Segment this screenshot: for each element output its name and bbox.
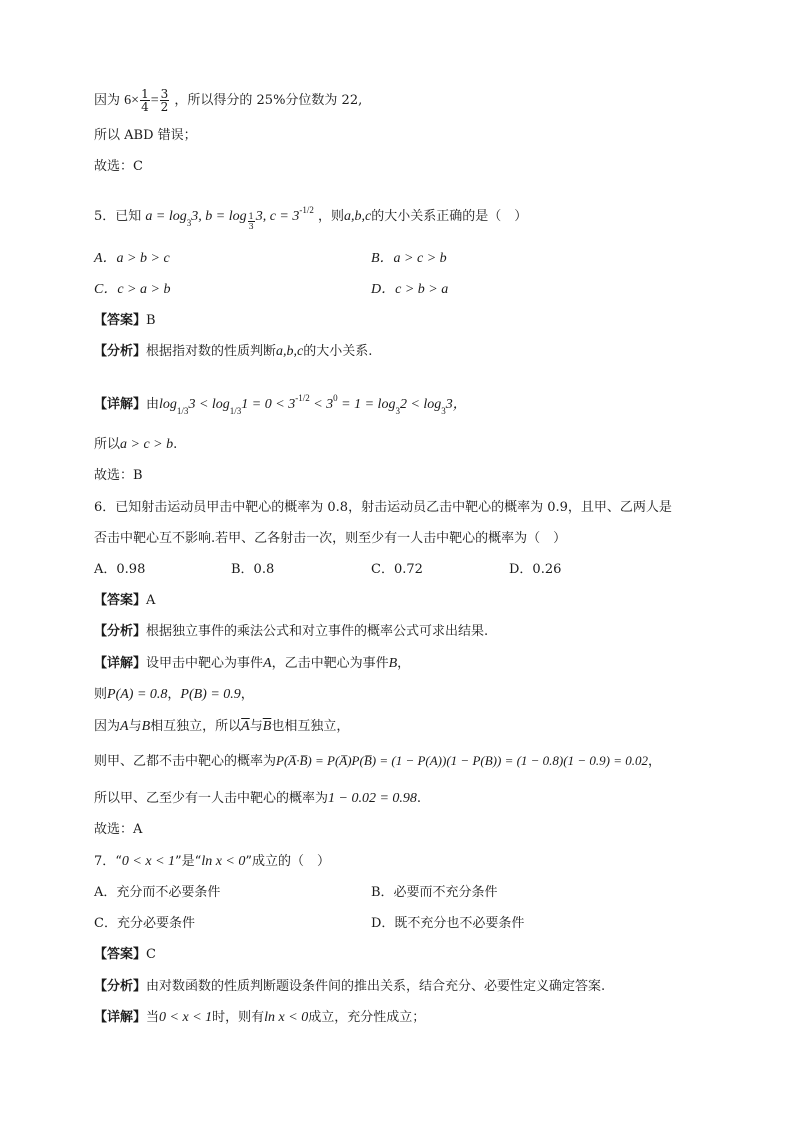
subscript: 3 — [186, 218, 192, 228]
superscript: 0 — [333, 393, 338, 403]
math: ln x < 0 — [201, 854, 246, 869]
text: 所以甲、乙至少有一人击中靶心的概率为 — [94, 791, 329, 806]
q6-analysis — [94, 623, 488, 641]
numerator: 3 — [160, 87, 169, 101]
detail-tag: 【详解】 — [94, 1010, 147, 1025]
text: ”是“ — [175, 854, 202, 869]
q5-option-a — [94, 250, 170, 268]
q7-option-b: B．必要而不充分条件 — [371, 885, 498, 900]
option-text: B．a > c > b — [371, 251, 447, 266]
text: ， — [240, 687, 254, 702]
q7-analysis — [94, 978, 605, 996]
math: ln x < 0 — [264, 1010, 309, 1025]
q6-option-a: A．0.98 — [94, 562, 146, 577]
math: $\overline{B}$ — [262, 719, 272, 734]
text: 根据独立事件的乘法公式和对立事件的概率公式可求出结果. — [146, 624, 489, 639]
math: A — [263, 656, 272, 671]
text: ，则 — [318, 209, 345, 224]
text: 时，则有 — [212, 1010, 265, 1025]
text: ， — [167, 687, 181, 702]
math: 3, c = 3 — [255, 209, 300, 224]
equals: = — [150, 93, 159, 108]
q6-probabilities — [94, 686, 254, 704]
log-base-fraction — [248, 212, 255, 231]
text: 设甲击中靶心为事件 — [146, 656, 264, 671]
question-6-line2: 否击中靶心互不影响.若甲、乙各射击一次，则至少有一人击中靶心的概率为（ ） — [94, 531, 567, 546]
denominator: 4 — [141, 100, 149, 114]
text: 则甲、乙都不击中靶心的概率为 — [94, 754, 277, 769]
q6-neither — [94, 752, 661, 771]
answer-value: A — [146, 593, 156, 608]
math: P(B) = 0.9 — [180, 687, 241, 702]
text: 当 — [146, 1010, 160, 1025]
text: 的大小关系正确的是（ ） — [371, 209, 528, 224]
text: 由对数函数的性质判断题设条件间的推出关系，结合充分、必要性定义确定答案. — [146, 979, 606, 994]
q5-prefix: 5．已知 — [94, 209, 142, 224]
subscript: 3 — [395, 406, 400, 416]
line-choose-c: 故选：C — [94, 159, 143, 174]
question-6-line1: 6．已知射击运动员甲击中靶心的概率为 0.8，射击运动员乙击中靶心的概率为 0.9，且甲、乙两人是 — [94, 500, 672, 515]
q6-answer — [94, 592, 155, 610]
option-text: D．c > b > a — [371, 282, 449, 297]
q5-detail — [94, 389, 467, 420]
superscript: -1/2 — [295, 393, 310, 403]
math: a = log — [145, 209, 187, 224]
q7-option-a: A．充分而不必要条件 — [94, 885, 221, 900]
q6-detail — [94, 655, 410, 673]
detail-tag: 【详解】 — [94, 656, 147, 671]
q5-choose: 故选：B — [94, 468, 143, 483]
math: a > c > b — [120, 437, 174, 452]
numerator: 1 — [141, 87, 149, 101]
math: 1 = 0 < 3 — [241, 397, 296, 412]
analysis-tag: 【分析】 — [94, 344, 147, 359]
math: 3 < log — [188, 397, 230, 412]
question-7 — [94, 853, 330, 871]
numerator: 1 — [248, 212, 254, 221]
text: . — [416, 791, 422, 806]
text: 与 — [128, 719, 142, 734]
math: B — [388, 656, 398, 671]
q6-option-c: C．0.72 — [371, 562, 423, 577]
math: a,b,c — [344, 209, 372, 224]
line-percentile-calc — [94, 88, 362, 113]
fraction-one-quarter — [140, 88, 150, 113]
text: 7．“ — [94, 854, 122, 869]
math: P(A̅·B̅) = P(A̅)P(B̅) = (1 − P(A))(1 − P(B)) = (1 − 0.8)(1 − 0.9) = 0.02 — [276, 753, 648, 768]
answer-tag: 【答案】 — [94, 313, 147, 328]
text: 因为 — [94, 719, 121, 734]
math: 0 < x < 1 — [159, 1010, 213, 1025]
math: 1 − 0.02 = 0.98 — [328, 791, 417, 806]
text: 因为 — [94, 93, 121, 108]
math: 3, b = log — [191, 209, 247, 224]
q7-answer — [94, 946, 156, 964]
text: 也相互独立， — [271, 719, 350, 734]
math: < 3 — [309, 397, 334, 412]
text: ， — [647, 754, 661, 769]
math: 6× — [124, 93, 140, 108]
math: a,b,c — [276, 344, 304, 359]
math: log — [159, 397, 177, 412]
text: 所以 — [94, 437, 121, 452]
answer-value: B — [146, 313, 156, 328]
text: 的大小关系. — [303, 344, 373, 359]
text: 则 — [94, 687, 108, 702]
answer-value: C — [146, 947, 156, 962]
subscript: 3 — [441, 406, 446, 416]
math: 2 < log — [399, 397, 442, 412]
option-text: A．a > b > c — [94, 251, 170, 266]
q6-option-d: D．0.26 — [509, 562, 562, 577]
math: A — [120, 719, 129, 734]
text: 成立，充分性成立； — [308, 1010, 426, 1025]
denominator: 3 — [248, 222, 254, 231]
q6-option-b: B．0.8 — [231, 562, 275, 577]
q7-option-d: D．既不充分也不必要条件 — [371, 916, 525, 931]
text: 相互独立，所以 — [150, 719, 242, 734]
text: ， — [397, 656, 411, 671]
q7-detail — [94, 1009, 425, 1027]
fraction-three-halves — [160, 88, 170, 113]
q5-analysis — [94, 343, 372, 361]
math: = 1 = log — [337, 397, 396, 412]
option-text: C．c > a > b — [94, 282, 171, 297]
text: ，所以得分的 25%分位数为 22, — [174, 93, 363, 108]
question-5 — [94, 201, 527, 232]
q6-choose: 故选：A — [94, 822, 143, 837]
analysis-tag: 【分析】 — [94, 624, 147, 639]
math: 3， — [445, 397, 467, 412]
text: 由 — [146, 397, 160, 412]
q5-answer — [94, 312, 156, 330]
subscript: 1/3 — [176, 406, 189, 416]
q5-option-d — [371, 281, 448, 299]
detail-tag: 【详解】 — [94, 397, 147, 412]
analysis-tag: 【分析】 — [94, 979, 147, 994]
math: P(A) = 0.8 — [107, 687, 168, 702]
math: 0 < x < 1 — [121, 854, 176, 869]
math: $\overline{A}$ — [241, 719, 250, 734]
answer-tag: 【答案】 — [94, 947, 147, 962]
q7-option-c: C．充分必要条件 — [94, 916, 195, 931]
q5-option-b — [371, 250, 447, 268]
text: 与 — [249, 719, 263, 734]
line-abd-wrong: 所以 ABD 错误； — [94, 128, 197, 143]
text: . — [173, 437, 178, 452]
math: B — [141, 719, 151, 734]
denominator: 2 — [160, 100, 169, 114]
text: 根据指对数的性质判断 — [146, 344, 277, 359]
q6-independence — [94, 718, 349, 736]
q5-conclusion — [94, 436, 177, 454]
text: ”成立的（ ） — [245, 854, 331, 869]
q6-at-least-one — [94, 790, 421, 808]
text: ，乙击中靶心为事件 — [271, 656, 389, 671]
superscript: -1/2 — [299, 205, 314, 215]
answer-tag: 【答案】 — [94, 593, 147, 608]
q5-option-c — [94, 281, 170, 299]
subscript: 1/3 — [229, 406, 242, 416]
